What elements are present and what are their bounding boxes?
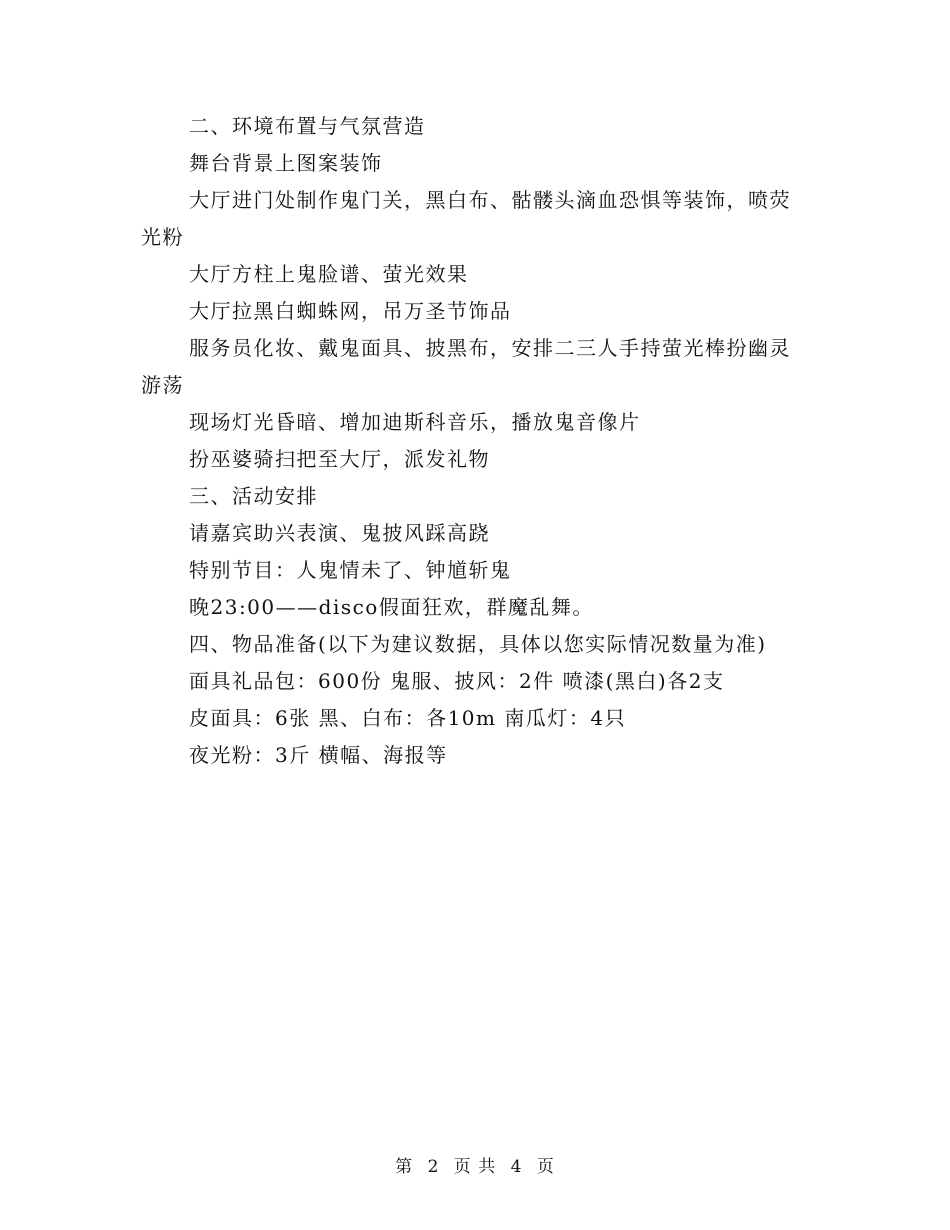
total-pages-number: 4 <box>510 1157 523 1177</box>
paragraph: 面具礼品包：600份 鬼服、披风：2件 喷漆(黑白)各2支 <box>189 669 725 693</box>
paragraph: 舞台背景上图案装饰 <box>189 151 383 175</box>
paragraph: 晚23:00——disco假面狂欢，群魔乱舞。 <box>189 595 594 619</box>
paragraph: 夜光粉：3斤 横幅、海报等 <box>189 743 448 767</box>
paragraph: 服务员化妆、戴鬼面具、披黑布，安排二三人手持萤光棒扮幽灵游荡 <box>141 336 791 397</box>
paragraph: 扮巫婆骑扫把至大厅，派发礼物 <box>189 447 490 471</box>
page-label-suffix: 页 <box>536 1157 555 1177</box>
paragraph: 特别节目：人鬼情未了、钟馗斩鬼 <box>189 558 512 582</box>
paragraph: 大厅方柱上鬼脸谱、萤光效果 <box>189 262 469 286</box>
current-page-number: 2 <box>427 1157 440 1177</box>
page-footer <box>0 1152 950 1177</box>
paragraph: 大厅进门处制作鬼门关，黑白布、骷髅头滴血恐惧等装饰，喷荧光粉 <box>141 188 791 249</box>
section-heading-supplies: 四、物品准备(以下为建议数据，具体以您实际情况数量为准) <box>189 632 767 656</box>
page-label-mid: 页 共 <box>453 1157 497 1177</box>
paragraph: 请嘉宾助兴表演、鬼披风踩高跷 <box>189 521 490 545</box>
section-heading-environment: 二、环境布置与气氛营造 <box>189 114 426 138</box>
paragraph: 大厅拉黑白蜘蛛网，吊万圣节饰品 <box>189 299 512 323</box>
paragraph: 皮面具：6张 黑、白布：各10m 南瓜灯：4只 <box>189 706 627 730</box>
paragraph: 现场灯光昏暗、增加迪斯科音乐，播放鬼音像片 <box>189 410 641 434</box>
document-body <box>141 108 806 774</box>
section-heading-activities: 三、活动安排 <box>189 484 318 508</box>
page-label-prefix: 第 <box>395 1157 414 1177</box>
